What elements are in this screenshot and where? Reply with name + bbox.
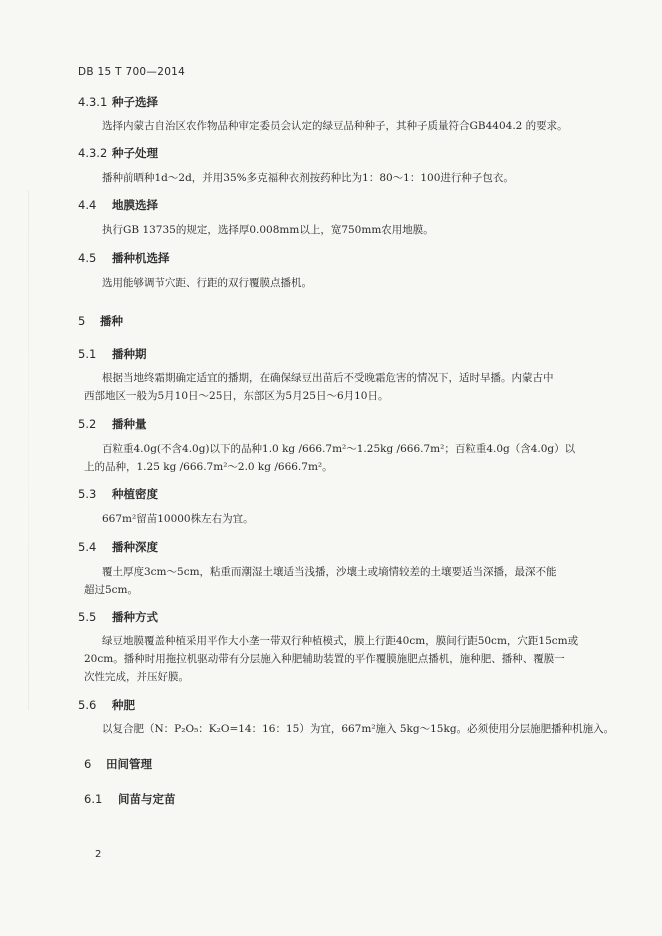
- paragraph-line: 20cm。播种时用拖拉机驱动带有分层施入种肥辅助装置的平作覆膜施肥点播机，施种肥、播种、覆膜一: [84, 653, 565, 665]
- paragraph-line: 覆土厚度3cm～5cm，粘重而潮湿土壤适当浅播，沙壤土或墒情较差的土壤要适当深播，最深不能: [102, 566, 557, 578]
- paragraph-line: 次性完成，并压好膜。: [84, 671, 189, 683]
- document-header: DB 15 T 700—2014: [78, 66, 186, 78]
- paragraph-line: 百粒重4.0g(不含4.0g)以下的品种1.0 kg /666.7m²～1.25kg /666.7m²；百粒重4.0g（含4.0g）以: [102, 443, 576, 455]
- section-title: 播种方式: [112, 610, 158, 624]
- section-number: 5.6: [78, 698, 97, 712]
- paragraph-line: 根据当地终霜期确定适宜的播期，在确保绿豆出苗后不受晚霜危害的情况下，适时早播。内蒙古中: [102, 372, 554, 384]
- section-number: 5.2: [78, 417, 97, 431]
- heading-4-3-1: [78, 94, 158, 110]
- paragraph: 执行GB 13735的规定，选择厚0.008mm以上，宽750mm农用地膜。: [102, 224, 434, 236]
- section-title: 播种量: [112, 417, 147, 431]
- heading-5-4: [78, 539, 158, 555]
- heading-5-6: [78, 697, 135, 713]
- paragraph: 选用能够调节穴距、行距的双行覆膜点播机。: [102, 277, 312, 289]
- section-number: 5.4: [78, 540, 97, 554]
- section-title: 种子选择: [112, 95, 158, 109]
- section-title: 种子处理: [112, 146, 158, 160]
- section-number: 5: [78, 314, 86, 328]
- section-number: 4.3.2: [78, 146, 108, 160]
- paragraph: 选择内蒙古自治区农作物品种审定委员会认定的绿豆品种种子，其种子质量符合GB4404.2 的要求。: [102, 120, 568, 132]
- page-number: 2: [95, 849, 102, 860]
- heading-5: [78, 313, 123, 329]
- section-title: 间苗与定苗: [118, 792, 176, 806]
- heading-5-2: [78, 416, 147, 432]
- paragraph: 以复合肥（N：P₂O₅：K₂O=14：16：15）为宜，667m²施入 5kg～15kg。必须使用分层施肥播种机施入。: [102, 723, 615, 735]
- section-title: 种植密度: [112, 487, 158, 501]
- section-title: 种肥: [112, 698, 135, 712]
- paragraph-line: 超过5cm。: [84, 584, 139, 596]
- heading-5-1: [78, 346, 147, 362]
- paragraph-line: 绿豆地膜覆盖种植采用平作大小垄一带双行种植模式，膜上行距40cm，膜间行距50cm，穴距15cm或: [102, 635, 579, 647]
- paragraph-line: 上的品种，1.25 kg /666.7m²～2.0 kg /666.7m²。: [84, 461, 333, 473]
- heading-6: [84, 756, 152, 772]
- section-title: 播种: [100, 314, 123, 328]
- heading-6-1: [84, 791, 176, 807]
- section-title: 播种机选择: [112, 251, 170, 265]
- section-number: 6.1: [84, 792, 103, 806]
- section-number: 5.1: [78, 347, 97, 361]
- section-title: 播种期: [112, 347, 147, 361]
- scan-artifact: [28, 190, 29, 710]
- paragraph: 播种前晒种1d～2d，并用35%多克福种衣剂按药种比为1：80～1：100进行种子包衣。: [102, 172, 514, 184]
- paragraph: 667m²留苗10000株左右为宜。: [102, 513, 254, 525]
- section-title: 播种深度: [112, 540, 158, 554]
- section-title: 田间管理: [106, 757, 152, 771]
- heading-5-3: [78, 486, 158, 502]
- section-number: 4.5: [78, 251, 97, 265]
- heading-4-5: [78, 250, 170, 266]
- section-number: 5.3: [78, 487, 97, 501]
- section-number: 6: [84, 757, 92, 771]
- section-number: 4.3.1: [78, 95, 108, 109]
- heading-4-4: [78, 197, 158, 213]
- paragraph-line: 西部地区一般为5月10日～25日，东部区为5月25日～6月10日。: [84, 390, 389, 402]
- heading-4-3-2: [78, 145, 158, 161]
- section-number: 4.4: [78, 198, 97, 212]
- heading-5-5: [78, 609, 158, 625]
- section-number: 5.5: [78, 610, 97, 624]
- section-title: 地膜选择: [112, 198, 158, 212]
